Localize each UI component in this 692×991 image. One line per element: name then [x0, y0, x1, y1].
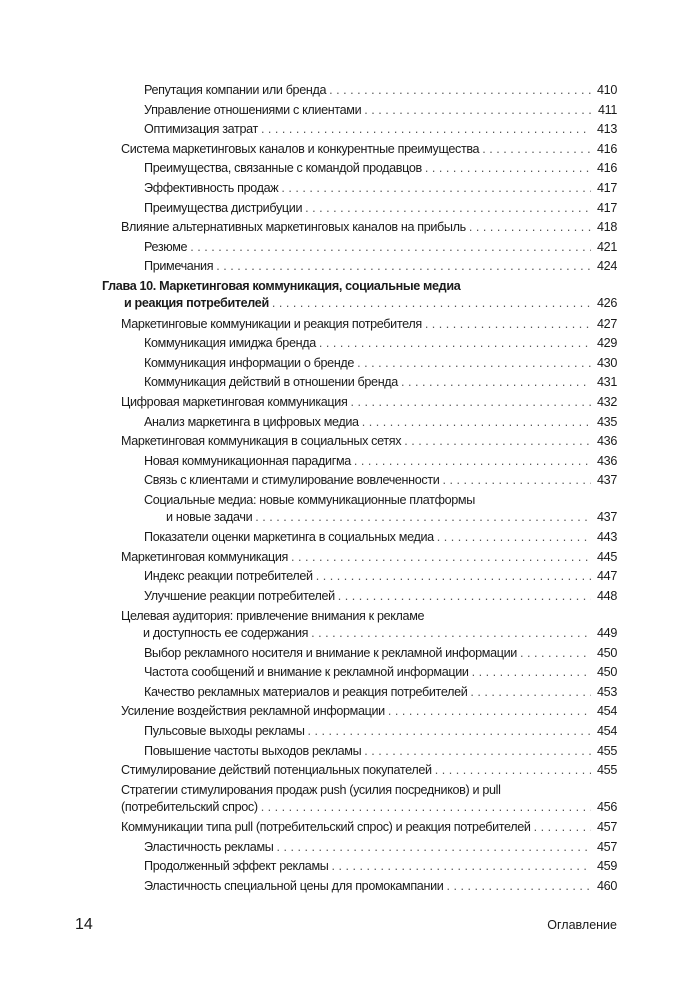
toc-entry-page: 426 [597, 296, 617, 310]
toc-entry[interactable] [121, 703, 617, 720]
dot-leader [350, 394, 591, 411]
toc-entry[interactable] [121, 549, 617, 566]
toc-entry[interactable] [144, 102, 617, 119]
toc-entry[interactable] [144, 664, 617, 681]
toc-entry-title: Преимущества, связанные с командой продавцов [144, 161, 422, 176]
toc-entry[interactable] [144, 472, 617, 489]
toc-entry-title: Примечания [144, 259, 214, 274]
toc-entry-page: 455 [597, 763, 617, 778]
toc-entry-title: Цифровая маркетинговая коммуникация [121, 395, 348, 409]
dot-leader [316, 568, 591, 585]
toc-entry-page: 454 [597, 704, 617, 719]
toc-entry-title: Коммуникация информации о бренде [144, 355, 355, 370]
toc-entry-page: 445 [597, 549, 617, 564]
dot-leader [357, 355, 591, 372]
toc-entry[interactable] [121, 782, 617, 816]
toc-entry-title: Маркетинговая коммуникация [121, 549, 288, 564]
dot-leader [329, 82, 591, 99]
dot-leader [338, 588, 591, 605]
toc-entry-page: 416 [597, 141, 617, 156]
dot-leader [442, 472, 591, 489]
toc-entry-title: (потребительский спрос) [121, 799, 258, 814]
dot-leader [470, 684, 591, 701]
toc-entry-page: 448 [597, 588, 617, 603]
toc-entry-page: 457 [597, 839, 617, 854]
toc-entry[interactable] [121, 394, 617, 411]
toc-entry-title: Влияние альтернативных маркетинговых каналов на прибыль [121, 220, 466, 235]
toc-entry[interactable] [121, 141, 617, 158]
running-footer-section: Оглавление [547, 918, 617, 932]
toc-entry[interactable] [121, 819, 617, 836]
toc-entry-title: Усиление воздействия рекламной информации [121, 704, 385, 719]
toc-entry-page: 460 [597, 878, 617, 893]
toc-entry-page: 455 [597, 743, 617, 758]
toc-entry[interactable] [144, 723, 617, 740]
dot-leader [472, 664, 591, 681]
toc-entry-page: 427 [597, 316, 617, 331]
toc-entry[interactable] [121, 316, 617, 333]
toc-entry[interactable] [144, 160, 617, 177]
toc-entry[interactable] [144, 121, 617, 138]
dot-leader [305, 200, 591, 217]
dot-leader [261, 121, 591, 138]
toc-entry-page: 443 [597, 530, 617, 545]
toc-entry-title: и доступность ее содержания [143, 625, 309, 640]
toc-entry[interactable] [121, 219, 617, 236]
toc-entry-title: Качество рекламных материалов и реакция потребителей [144, 684, 468, 699]
toc-entry-title: Коммуникация действий в отношении бренда [144, 375, 398, 390]
toc-entry-title: Коммуникации типа pull (потребительский спрос) и реакция потребителей [121, 819, 531, 834]
toc-entry-page: 424 [597, 259, 617, 274]
toc-entry-page: 447 [597, 569, 617, 584]
toc-entry-title: Стимулирование действий потенциальных покупателей [121, 763, 432, 778]
toc-entry-page: 437 [597, 473, 617, 488]
toc-entry-title: Новая коммуникационная парадигма [144, 453, 351, 468]
toc-entry-page: 411 [597, 102, 617, 117]
toc-entry-title: Репутация компании или бренда [144, 83, 327, 97]
dot-leader [331, 858, 591, 875]
toc-entry-page: 449 [597, 625, 617, 640]
toc-entry[interactable] [121, 433, 617, 450]
toc-entry-page: 454 [597, 724, 617, 738]
dot-leader [255, 509, 591, 526]
toc-entry-title: Оптимизация затрат [144, 122, 258, 137]
toc-entry-title: Выбор рекламного носителя и внимание к рекламной информации [144, 645, 517, 660]
toc-entry[interactable] [144, 492, 617, 526]
toc-entry-page: 430 [597, 355, 617, 370]
toc-entry-page: 459 [597, 859, 617, 874]
dot-leader [281, 180, 591, 197]
page-number: 14 [75, 916, 93, 933]
toc-entry[interactable] [121, 762, 617, 779]
toc-entry[interactable] [144, 453, 617, 470]
toc-entry[interactable] [144, 82, 617, 99]
toc-entry-page: 416 [597, 161, 617, 176]
toc-entry[interactable] [144, 529, 617, 546]
dot-leader [435, 762, 591, 779]
dot-leader [401, 374, 591, 391]
toc-entry[interactable] [144, 839, 617, 856]
toc-entry-title: Эластичность рекламы [144, 839, 274, 854]
toc-entry[interactable] [144, 684, 617, 701]
toc-entry-title: Коммуникация имиджа бренда [144, 336, 316, 351]
toc-entry-page: 453 [597, 684, 617, 699]
toc-entry-title: и новые задачи [166, 510, 253, 524]
toc-entry-page: 437 [597, 510, 617, 524]
toc-entry-title: Частота сообщений и внимание к рекламной информации [144, 665, 469, 680]
toc-entry[interactable] [144, 335, 617, 352]
dot-leader [311, 625, 591, 642]
dot-leader [190, 239, 591, 256]
dot-leader [364, 743, 591, 760]
toc-entry[interactable] [144, 200, 617, 217]
toc-entry-page: 457 [597, 819, 617, 834]
toc-entry-title: Система маркетинговых каналов и конкурентные преимущества [121, 141, 480, 156]
toc-entry-title: Маркетинговая коммуникация в социальных сетях [121, 434, 402, 449]
dot-leader [319, 335, 591, 352]
toc-entry-title-line: Социальные медиа: новые коммуникационные платформы [144, 493, 475, 507]
dot-leader [362, 414, 591, 431]
toc-entry[interactable] [144, 743, 617, 760]
toc-entry[interactable] [144, 568, 617, 585]
dot-leader [272, 295, 591, 312]
toc-entry-page: 413 [597, 122, 617, 137]
toc-entry-page: 421 [597, 239, 617, 254]
dot-leader [469, 219, 591, 236]
dot-leader [482, 141, 591, 158]
toc-entry-title: Пульсовые выходы рекламы [144, 724, 305, 738]
toc-entry-title: Резюме [144, 239, 188, 254]
toc-entry-title: Индекс реакции потребителей [144, 569, 313, 584]
toc-entry-page: 417 [597, 200, 617, 215]
dot-leader [216, 258, 591, 275]
toc-entry-page: 436 [597, 453, 617, 468]
toc-entry[interactable] [121, 608, 617, 642]
toc-entry[interactable] [144, 355, 617, 372]
toc-entry-title: Преимущества дистрибуции [144, 200, 303, 215]
dot-leader [520, 645, 591, 662]
dot-leader [308, 723, 591, 740]
dot-leader [354, 453, 591, 470]
toc-entry[interactable] [144, 180, 617, 197]
toc-entry[interactable] [144, 239, 617, 256]
toc-entry-title: Управление отношениями с клиентами [144, 102, 362, 117]
dot-leader [261, 799, 591, 816]
toc-entry-page: 456 [597, 799, 617, 814]
toc-entry-page: 436 [597, 434, 617, 449]
toc-entry[interactable] [144, 258, 617, 275]
dot-leader [534, 819, 591, 836]
dot-leader [276, 839, 591, 856]
toc-entry[interactable] [144, 588, 617, 605]
toc-entry-title: Продолженный эффект рекламы [144, 859, 329, 874]
dot-leader [364, 102, 591, 119]
dot-leader [425, 316, 591, 333]
toc-entry[interactable] [144, 878, 617, 895]
dot-leader [437, 529, 591, 546]
toc-entry-title: Связь с клиентами и стимулирование вовлеченности [144, 473, 440, 488]
dot-leader [291, 549, 591, 566]
toc-entry-page: 450 [597, 645, 617, 660]
dot-leader [425, 160, 591, 177]
toc-entry-page: 431 [597, 375, 617, 390]
toc-entry-page: 429 [597, 336, 617, 351]
toc-entry-page: 417 [597, 181, 617, 195]
toc-entry-page: 418 [597, 220, 617, 235]
toc-entry-title-line: Глава 10. Маркетинговая коммуникация, социальные медиа [102, 279, 461, 293]
toc-entry-title: Эффективность продаж [144, 181, 279, 195]
dot-leader [404, 433, 591, 450]
toc-entry[interactable] [144, 374, 617, 391]
toc-entry-title-line: Стратегии стимулирования продаж push (усилия посредников) и pull [121, 782, 501, 797]
toc-entry-title-line: Целевая аудитория: привлечение внимания к рекламе [121, 608, 425, 623]
toc-entry[interactable] [102, 278, 617, 312]
toc-entry-page: 450 [597, 665, 617, 680]
dot-leader [446, 878, 591, 895]
toc-entry-title: Эластичность специальной цены для промокампании [144, 878, 444, 893]
toc-entry-page: 432 [597, 395, 617, 409]
toc-entry[interactable] [144, 414, 617, 431]
toc-entry-title: Показатели оценки маркетинга в социальных медиа [144, 530, 434, 545]
toc-entry-title: и реакция потребителей [124, 296, 269, 310]
toc-entry-page: 435 [597, 414, 617, 429]
toc-entry-page: 410 [597, 83, 617, 97]
toc-entry-title: Анализ маркетинга в цифровых медиа [144, 414, 359, 429]
toc-entry-title: Маркетинговые коммуникации и реакция потребителя [121, 316, 422, 331]
toc-entry[interactable] [144, 645, 617, 662]
toc-entry-title: Улучшение реакции потребителей [144, 588, 335, 603]
dot-leader [388, 703, 591, 720]
toc-entry-title: Повышение частоты выходов рекламы [144, 743, 362, 758]
toc-entry[interactable] [144, 858, 617, 875]
